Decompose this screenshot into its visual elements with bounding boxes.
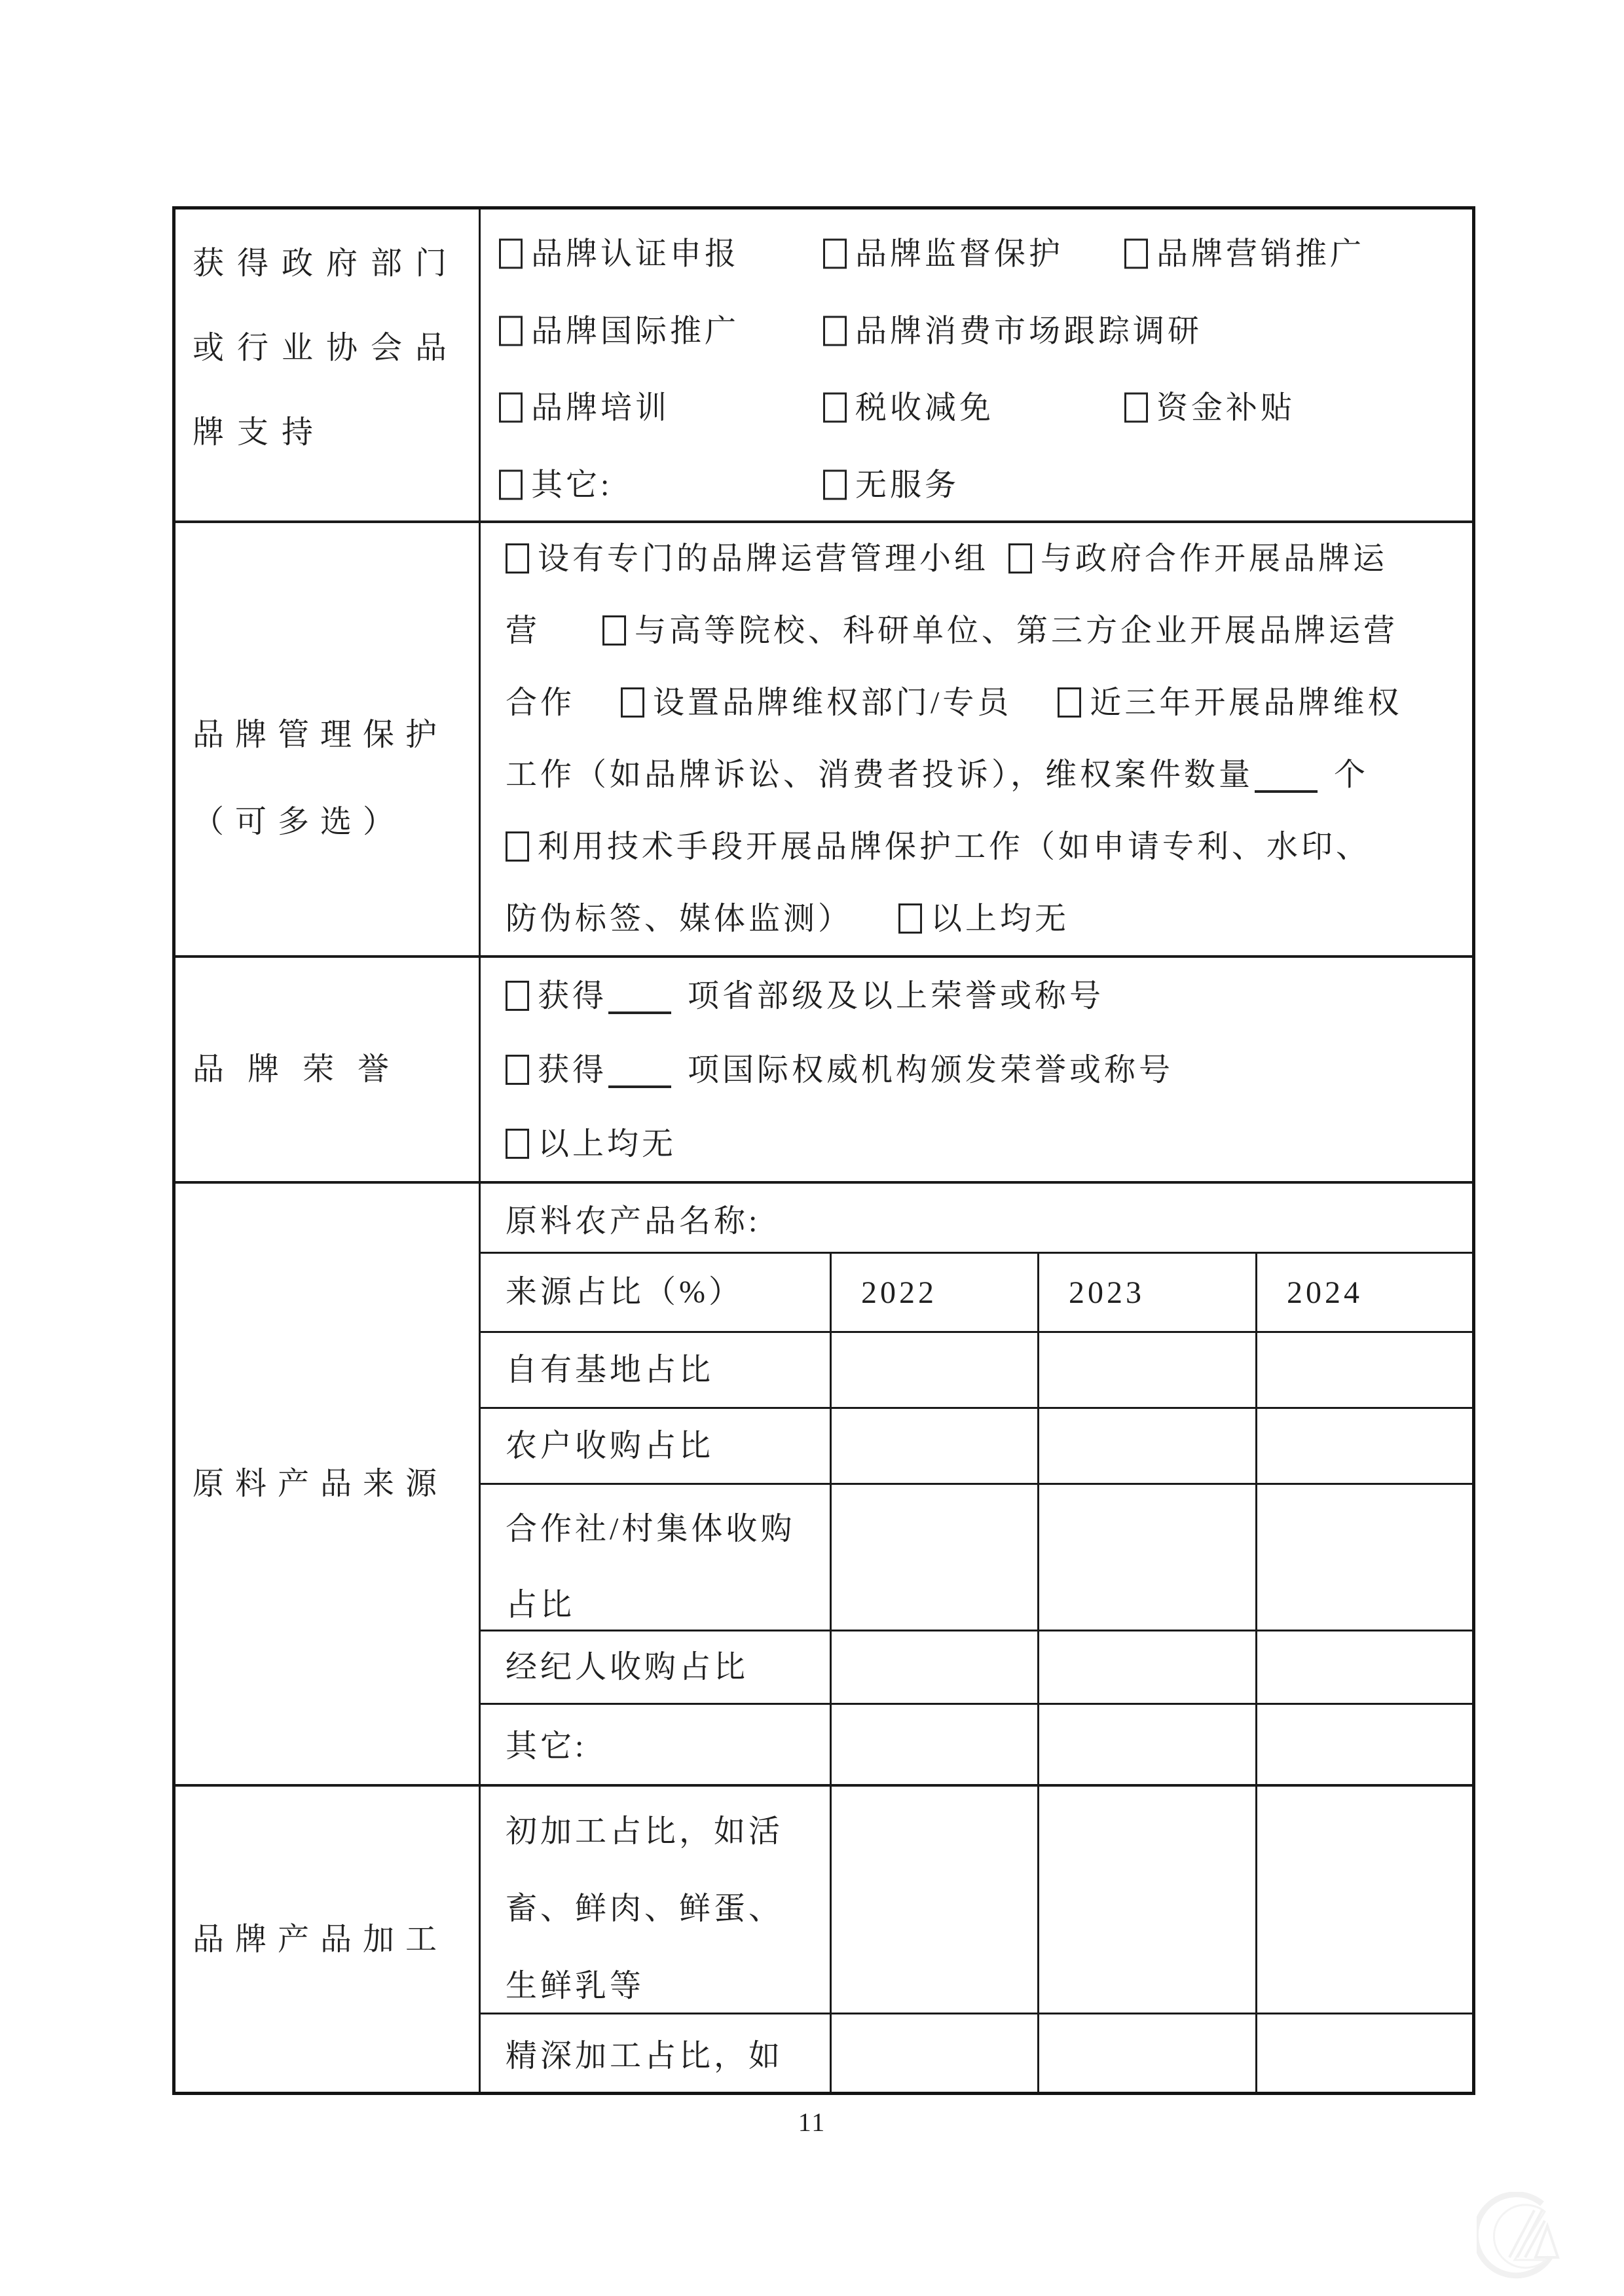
checkbox-icon: [499, 238, 523, 268]
table-row-raw-material-source: [175, 1181, 1472, 1784]
value-cell-2022: [832, 1485, 1039, 1630]
text-fragment: 工作（如品牌诉讼、消费者投诉），维权案件数量: [506, 757, 1254, 792]
data-row-label: 合作社/村集体收购占比: [481, 1485, 832, 1630]
row-label-brand-management-protection: [175, 523, 481, 955]
row-label-line: 品牌产品加工: [193, 1922, 449, 1957]
value-cell-2022: [832, 1631, 1039, 1703]
value-cell-2023: [1039, 1409, 1257, 1483]
value-cell-2022: [832, 2014, 1039, 2092]
row-label-brand-honors: [175, 958, 481, 1181]
value-cell-2023: [1039, 1485, 1257, 1630]
data-row-label: 初加工占比，如活畜、鲜肉、鲜蛋、生鲜乳等: [481, 1787, 832, 2013]
value-cell-2024: [1257, 1485, 1472, 1630]
text-line: [481, 959, 1472, 1033]
value-cell-2023: [1039, 2014, 1257, 2092]
watermark-logo-icon: [1477, 2192, 1568, 2284]
option-label: 品牌认证申报: [531, 236, 740, 272]
data-row-label: 精深加工占比，如: [481, 2014, 832, 2092]
value-cell-2024: [1257, 1333, 1472, 1407]
row-label-line: （可多选）: [193, 805, 406, 839]
option-label: 品牌培训: [531, 390, 671, 426]
text-fragment: 项省部级及以上荣誉或称号: [688, 979, 1105, 1013]
header-year-2022: 2022: [832, 1254, 1039, 1331]
value-cell-2023: [1039, 1787, 1257, 2013]
text-line: [481, 739, 1472, 811]
text-line: [481, 667, 1472, 739]
checkbox-icon: [898, 903, 922, 934]
checkbox-icon: [506, 831, 529, 862]
product-name-label: 原料农产品名称:: [506, 1203, 761, 1239]
checkbox-icon: [499, 316, 523, 346]
checkbox-icon: [1008, 543, 1032, 574]
option-label: 利用技术手段开展品牌保护工作（如申请专利、水印、: [538, 829, 1371, 864]
subrow-broker-purchase-share: [481, 1630, 1472, 1703]
text-fragment: 防伪标签、媒体监测）: [506, 902, 853, 936]
option-label: 无服务: [855, 467, 960, 503]
option-label: 其它:: [531, 467, 613, 503]
header-year-2023: 2023: [1039, 1254, 1257, 1331]
row-label-line: 原料产品来源: [193, 1467, 449, 1501]
text-fragment: 营: [506, 613, 541, 648]
subrow-cooperative-purchase-share: [481, 1483, 1472, 1630]
data-row-label: 农户收购占比: [481, 1409, 832, 1483]
checkbox-line: [481, 367, 1472, 444]
option-label: 设置品牌维权部门/专员: [653, 685, 1012, 720]
checkbox-icon: [621, 687, 644, 718]
value-cell-2022: [832, 1333, 1039, 1407]
page-number: 11: [798, 2107, 826, 2137]
option-label: 与政府合作开展品牌运: [1041, 541, 1388, 576]
text-line: [481, 1107, 1472, 1181]
data-row-label: 其它:: [481, 1705, 832, 1784]
option-label: 设有专门的品牌运营管理小组: [538, 541, 989, 576]
checkbox-option: [1124, 228, 1365, 273]
subrow-farmer-purchase-share: [481, 1407, 1472, 1483]
subrow-header: [481, 1252, 1472, 1331]
text-fragment: 个: [1334, 757, 1369, 792]
value-cell-2022: [832, 1705, 1039, 1784]
value-cell-2024: [1257, 1631, 1472, 1703]
row-label-line: 品牌管理保护: [193, 718, 449, 752]
checkbox-line: [481, 443, 1472, 520]
text-fragment: 合作: [506, 685, 576, 720]
checkbox-icon: [499, 393, 523, 423]
text-line: [481, 1033, 1472, 1107]
subrow-product-name: [481, 1184, 1472, 1252]
checkbox-icon: [499, 470, 523, 500]
option-label: 近三年开展品牌维权: [1090, 685, 1403, 720]
row-content-government-brand-support: [481, 210, 1472, 520]
option-label: 与高等院校、科研单位、第三方企业开展品牌运营: [635, 613, 1399, 648]
row-label-line: 或行业协会品: [193, 331, 460, 365]
text-line: [481, 883, 1472, 955]
text-fragment: 项国际权威机构颁发荣誉或称号: [688, 1053, 1174, 1087]
fill-in-blank: [608, 1065, 671, 1088]
checkbox-line: [481, 289, 1472, 367]
option-label: 品牌国际推广: [531, 314, 740, 349]
row-label-line: 获得政府部门: [193, 246, 460, 281]
option-label: 品牌监督保护: [855, 236, 1064, 272]
checkbox-icon: [506, 1129, 529, 1159]
value-cell-2023: [1039, 1333, 1257, 1407]
value-cell-2024: [1257, 2014, 1472, 2092]
checkbox-option: [823, 305, 1202, 350]
text-line: [481, 523, 1472, 595]
checkbox-icon: [506, 981, 529, 1011]
checkbox-option: [499, 305, 739, 350]
checkbox-icon: [823, 238, 847, 268]
checkbox-icon: [823, 470, 847, 500]
value-cell-2023: [1039, 1705, 1257, 1784]
checkbox-icon: [506, 1055, 529, 1085]
header-source-share: 来源占比（%）: [481, 1254, 832, 1331]
value-cell-2024: [1257, 1787, 1472, 2013]
row-content-brand-management-protection: [481, 523, 1472, 955]
table-row-brand-product-processing: [175, 1784, 1472, 2092]
checkbox-option: [823, 460, 959, 505]
subrow-deep-processing-share: [481, 2013, 1472, 2092]
option-label: 以上均无: [931, 902, 1070, 936]
option-label: 资金补贴: [1156, 390, 1296, 426]
checkbox-icon: [1124, 238, 1148, 268]
option-label: 以上均无: [538, 1127, 677, 1161]
table-row-government-brand-support: [175, 210, 1472, 520]
subrow-primary-processing-share: [481, 1787, 1472, 2013]
checkbox-option: [499, 228, 739, 273]
table-row-brand-management-protection: [175, 520, 1472, 955]
row-content-brand-product-processing: [481, 1787, 1472, 2092]
checkbox-option: [1124, 382, 1295, 428]
checkbox-icon: [602, 615, 626, 646]
checkbox-option: [499, 382, 670, 428]
row-content-raw-material-source: [481, 1184, 1472, 1784]
row-content-brand-honors: [481, 958, 1472, 1181]
checkbox-icon: [1058, 687, 1081, 718]
checkbox-icon: [1124, 393, 1148, 423]
text-line: [481, 595, 1472, 667]
header-year-2024: 2024: [1287, 1275, 1363, 1310]
row-label-raw-material-source: [175, 1184, 481, 1784]
brand-survey-table: [172, 206, 1475, 2095]
option-label: 税收减免: [855, 390, 995, 426]
subrow-other-source: [481, 1703, 1472, 1784]
text-fragment: 获得: [538, 979, 608, 1013]
checkbox-line: [481, 212, 1472, 289]
fill-in-blank: [1255, 769, 1318, 793]
checkbox-icon: [823, 316, 847, 346]
checkbox-option: [823, 382, 994, 428]
option-label: 品牌营销推广: [1156, 236, 1365, 272]
text-fragment: 获得: [538, 1053, 608, 1087]
fill-in-blank: [608, 991, 671, 1014]
text-line: [481, 811, 1472, 883]
row-label-line: 品牌荣誉: [193, 1052, 413, 1087]
value-cell-2023: [1039, 1631, 1257, 1703]
checkbox-option: [823, 228, 1063, 273]
table-row-brand-honors: [175, 955, 1472, 1181]
row-label-government-brand-support: [175, 210, 481, 520]
value-cell-2022: [832, 1409, 1039, 1483]
value-cell-2024: [1257, 1409, 1472, 1483]
subrow-own-base-share: [481, 1331, 1472, 1407]
row-label-brand-product-processing: [175, 1787, 481, 2092]
value-cell-2024: [1257, 1705, 1472, 1784]
value-cell-2022: [832, 1787, 1039, 2013]
data-row-label: 自有基地占比: [481, 1333, 832, 1407]
checkbox-icon: [823, 393, 847, 423]
data-row-label: 经纪人收购占比: [481, 1631, 832, 1703]
checkbox-option: [499, 460, 612, 505]
option-label: 品牌消费市场跟踪调研: [855, 314, 1203, 349]
row-label-line: 牌支持: [193, 415, 327, 450]
checkbox-icon: [506, 543, 529, 574]
